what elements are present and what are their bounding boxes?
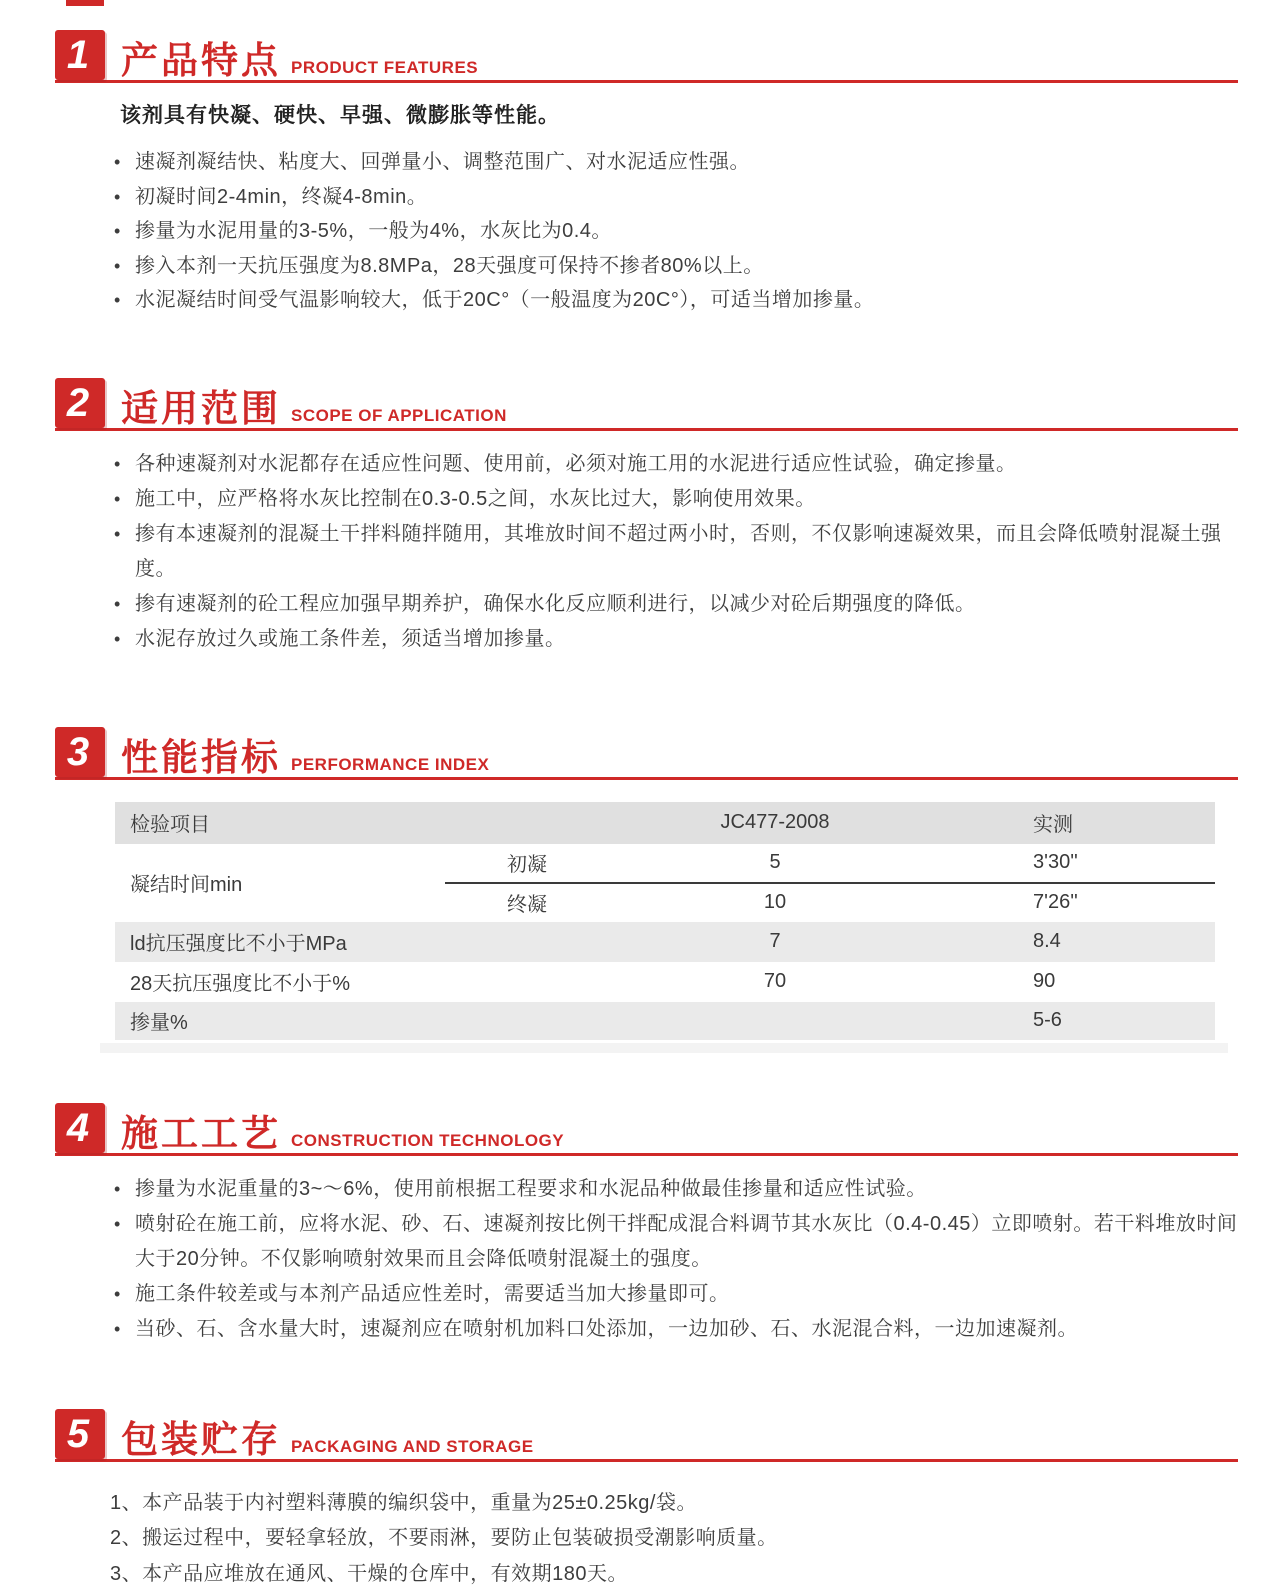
section-performance-index xyxy=(55,725,1238,1053)
numbered-item: 3、本产品应堆放在通风、干燥的仓库中，有效期180天。 xyxy=(110,1557,1238,1592)
row-measured-value: 8.4 xyxy=(945,930,1215,953)
bullet-item: • 各种速凝剂对水泥都存在适应性问题、使用前，必须对施工用的水泥进行适应性试验，确定掺量。 xyxy=(112,447,1238,482)
bullet-item: • 掺量为水泥重量的3~～6%，使用前根据工程要求和水泥品种做最佳掺量和适应性试验。 xyxy=(112,1172,1238,1207)
section-number: 5 xyxy=(67,1414,89,1454)
row-standard-value: 70 xyxy=(605,970,945,993)
bullet-item: • 掺量为水泥用量的3-5%，一般为4%，水灰比为0.4。 xyxy=(112,214,1238,249)
numbered-item: 1、本产品装于内衬塑料薄膜的编织袋中，重量为25±0.25kg/袋。 xyxy=(110,1486,1238,1522)
subrow-label: 终凝 xyxy=(445,888,605,917)
section-3-header xyxy=(55,725,1238,780)
section-number: 2 xyxy=(67,383,89,423)
bullet-item: • 当砂、石、含水量大时，速凝剂应在喷射机加料口处添加，一边加砂、石、水泥混合料，一边加速凝剂。 xyxy=(112,1312,1238,1347)
table-row-setting-time xyxy=(115,844,1215,922)
section-title-en: CONSTRUCTION TECHNOLOGY xyxy=(291,1132,564,1149)
table-subrow-final-set xyxy=(445,884,1215,922)
section-title-zh: 适用范围 xyxy=(121,390,281,427)
bullet-item: • 水泥存放过久或施工条件差，须适当增加掺量。 xyxy=(112,622,1238,657)
table-subrow-initial-set xyxy=(445,844,1215,882)
table-bottom-shadow xyxy=(100,1043,1228,1053)
section-number-badge xyxy=(55,378,105,428)
subrow-measured-value: 3'30'' xyxy=(945,851,1215,874)
bullet-item: • 掺有速凝剂的砼工程应加强早期养护，确保水化反应顺利进行，以减少对砼后期强度的降低。 xyxy=(112,587,1238,622)
top-edge-red-fragment xyxy=(66,0,104,6)
bullet-item: • 水泥凝结时间受气温影响较大，低于20C°（一般温度为20C°），可适当增加掺量。 xyxy=(112,283,1238,318)
bullet-item: • 初凝时间2-4min，终凝4-8min。 xyxy=(112,180,1238,215)
table-header-row xyxy=(115,802,1215,844)
section-number-badge xyxy=(55,1103,105,1153)
numbered-item: 2、搬运过程中，要轻拿轻放，不要雨淋，要防止包装破损受潮影响质量。 xyxy=(110,1521,1238,1557)
section-scope-of-application xyxy=(55,376,1238,657)
section-title-zh: 施工工艺 xyxy=(121,1115,281,1152)
section-title-en: SCOPE OF APPLICATION xyxy=(291,407,507,424)
col-header-measured: 实测 xyxy=(945,808,1215,837)
bullet-item: • 掺入本剂一天抗压强度为8.8MPa，28天强度可保持不掺者80%以上。 xyxy=(112,249,1238,284)
performance-table xyxy=(115,802,1215,1040)
row-standard-value: 7 xyxy=(605,930,945,953)
section-packaging-storage xyxy=(55,1407,1238,1592)
construction-list xyxy=(55,1172,1238,1347)
section-number: 4 xyxy=(67,1108,89,1148)
section-title-en: PRODUCT FEATURES xyxy=(291,59,478,76)
row-label: 掺量% xyxy=(115,1006,605,1035)
subrow-standard-value: 10 xyxy=(605,891,945,914)
section-title-en: PERFORMANCE INDEX xyxy=(291,756,489,773)
col-header-standard: JC477-2008 xyxy=(605,811,945,834)
table-row-dosage xyxy=(115,1002,1215,1040)
section-title-zh: 产品特点 xyxy=(121,42,281,79)
section-number-badge xyxy=(55,727,105,777)
section-product-features xyxy=(55,0,1238,318)
setting-time-label: 凝结时间min xyxy=(115,844,445,922)
section-number-badge xyxy=(55,1409,105,1459)
section-2-header xyxy=(55,376,1238,431)
bullet-item: • 速凝剂凝结快、粘度大、回弹量小、调整范围广、对水泥适应性强。 xyxy=(112,145,1238,180)
subrow-label: 初凝 xyxy=(445,848,605,877)
section-title-zh: 性能指标 xyxy=(121,739,281,776)
row-measured-value: 5-6 xyxy=(945,1009,1215,1032)
section-construction-technology xyxy=(55,1101,1238,1347)
section-number: 3 xyxy=(67,732,89,772)
product-features-list xyxy=(55,145,1238,318)
section-title-en: PACKAGING AND STORAGE xyxy=(291,1438,534,1455)
row-measured-value: 90 xyxy=(945,970,1215,993)
scope-list xyxy=(55,447,1238,657)
product-features-intro: 该剂具有快凝、硬快、早强、微膨胀等性能。 xyxy=(120,99,1238,129)
section-4-header xyxy=(55,1101,1238,1156)
row-label: 28天抗压强度比不小于% xyxy=(115,967,605,996)
section-number: 1 xyxy=(67,35,89,75)
table-row-1d-strength xyxy=(115,922,1215,962)
bullet-item: • 施工条件较差或与本剂产品适应性差时，需要适当加大掺量即可。 xyxy=(112,1277,1238,1312)
bullet-item: • 喷射砼在施工前，应将水泥、砂、石、速凝剂按比例干拌配成混合料调节其水灰比（0.4-0.45）立即喷射。若干料堆放时间大于20分钟。不仅影响喷射效果而且会降低喷射混凝土的强度。 xyxy=(112,1207,1238,1277)
bullet-item: • 施工中，应严格将水灰比控制在0.3-0.5之间，水灰比过大，影响使用效果。 xyxy=(112,482,1238,517)
subrow-measured-value: 7'26'' xyxy=(945,891,1215,914)
section-number-badge xyxy=(55,30,105,80)
subrow-standard-value: 5 xyxy=(605,851,945,874)
table-row-28d-strength xyxy=(115,962,1215,1002)
row-label: ld抗压强度比不小于MPa xyxy=(115,927,605,956)
section-1-header xyxy=(55,28,1238,83)
col-header-item: 检验项目 xyxy=(115,808,605,837)
bullet-item: • 掺有本速凝剂的混凝土干拌料随拌随用，其堆放时间不超过两小时，否则，不仅影响速凝效果，而且会降低喷射混凝土强度。 xyxy=(112,517,1238,587)
packaging-list xyxy=(110,1486,1238,1592)
section-5-header xyxy=(55,1407,1238,1462)
section-title-zh: 包装贮存 xyxy=(121,1421,281,1458)
setting-time-subrows xyxy=(445,844,1215,922)
